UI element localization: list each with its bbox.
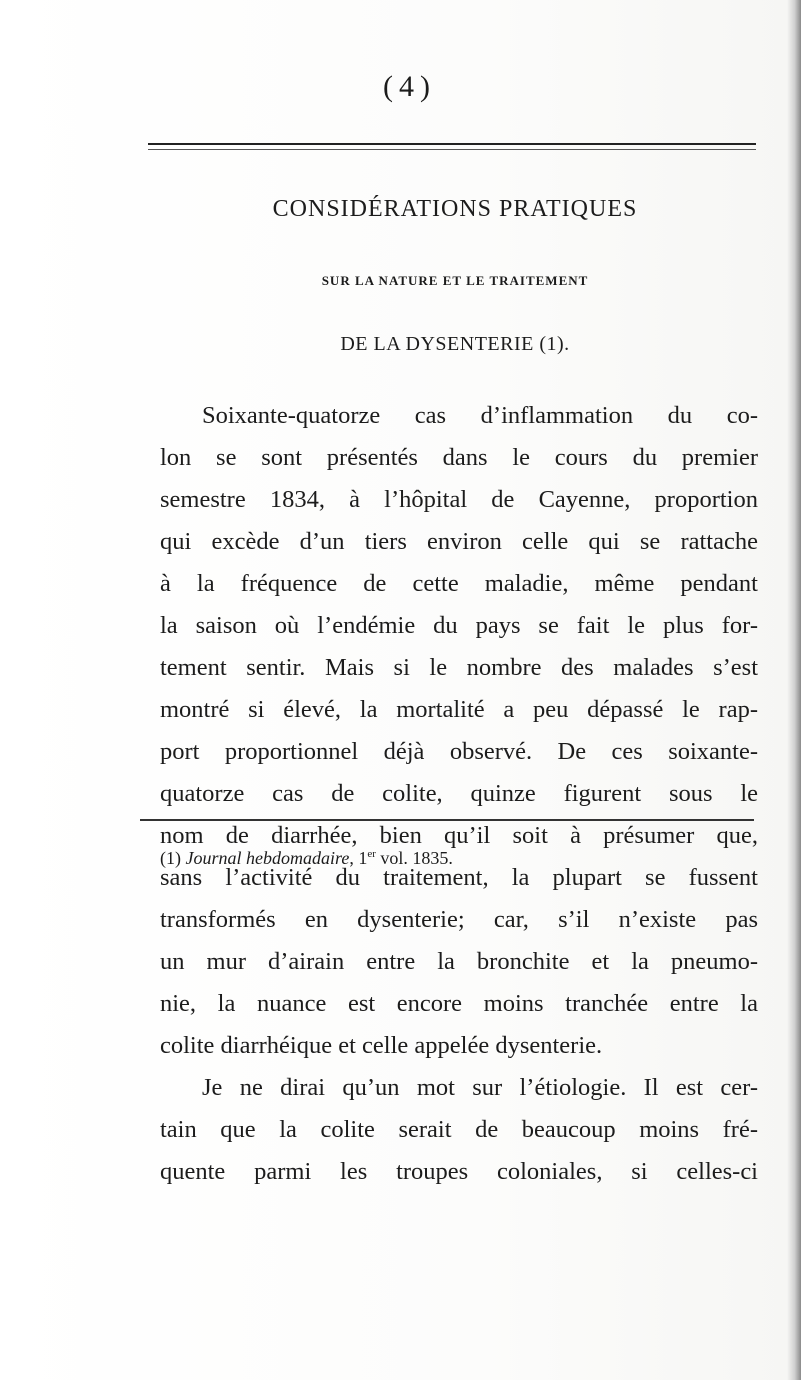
text-line: quente parmi les troupes coloniales, si celles-ci (160, 1158, 758, 1185)
footnote-ordinal: 1 (358, 848, 368, 868)
text-line: semestre 1834, à l’hôpital de Cayenne, proportion (160, 486, 758, 513)
text-line: montré si élevé, la mortalité a peu dépassé le rap- (160, 696, 758, 723)
text-line: tement sentir. Mais si le nombre des malades s’est (160, 654, 758, 681)
footnote-marker: (1) (160, 848, 181, 868)
footnote-ordinal-suffix: er (367, 848, 376, 860)
chapter-subtitle: SUR LA NATURE ET LE TRAITEMENT (321, 273, 589, 288)
text-line: nie, la nuance est encore moins tranchée entre la (160, 990, 758, 1017)
text-line: la saison où l’endémie du pays se fait le plus for- (160, 612, 758, 639)
text-line: transformés en dysenterie; car, s’il n’existe pas (160, 906, 758, 933)
text-line: un mur d’airain entre la bronchite et la pneumo- (160, 948, 758, 975)
page-number: (4) (383, 70, 436, 103)
chapter-subtitle-2: DE LA DYSENTERIE (1). (340, 333, 570, 355)
page-edge-shadow (787, 0, 801, 1380)
text-line: colite diarrhéique et celle appelée dysenterie. (160, 1032, 603, 1059)
text-line: sans l’activité du traitement, la plupart se fussent (160, 864, 758, 891)
footnote-volume: vol. 1835. (380, 848, 453, 868)
text-line: lon se sont présentés dans le cours du premier (160, 444, 758, 471)
text-line: qui excède d’un tiers environ celle qui se rattache (160, 528, 758, 555)
text-line: quatorze cas de colite, quinze figurent sous le (160, 780, 758, 807)
footnote-separator: , (349, 848, 354, 868)
text-line: port proportionnel déjà observé. De ces soixante- (160, 738, 758, 765)
text-line: Je ne dirai qu’un mot sur l’étiologie. Il est cer- (202, 1074, 758, 1101)
header-rule-thin (148, 149, 756, 150)
footnote-rule (140, 819, 754, 821)
footnote (160, 848, 453, 869)
text-line: Soixante-quatorze cas d’inflammation du co- (202, 402, 758, 429)
text-line: nom de diarrhée, bien qu’il soit à présumer que, (160, 822, 758, 849)
body-paragraph (160, 395, 758, 1193)
footnote-journal-title: Journal hebdomadaire (185, 848, 350, 868)
text-line: à la fréquence de cette maladie, même pendant (160, 570, 758, 597)
header-rule (148, 143, 756, 145)
chapter-title: CONSIDÉRATIONS PRATIQUES (272, 196, 638, 222)
text-line: tain que la colite serait de beaucoup moins fré- (160, 1116, 758, 1143)
